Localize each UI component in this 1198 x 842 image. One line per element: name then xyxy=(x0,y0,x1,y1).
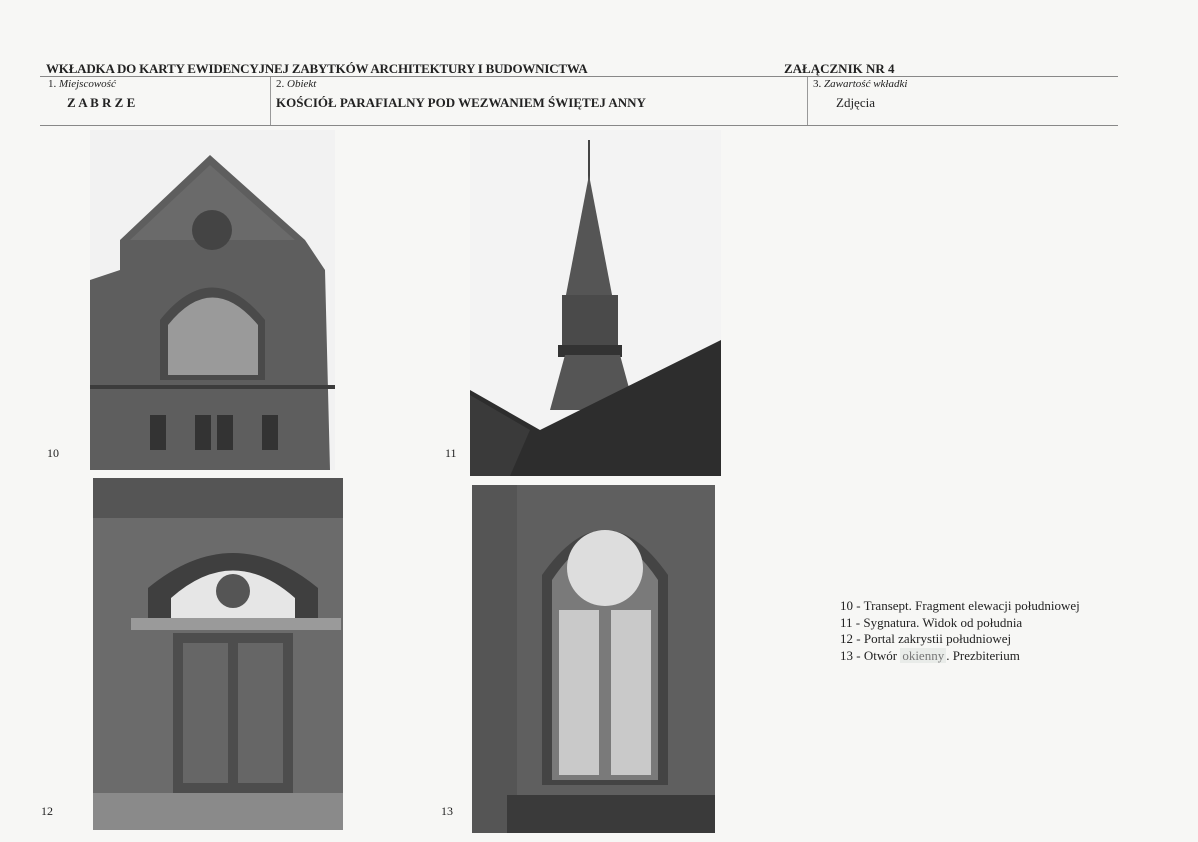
caption-separator: - xyxy=(856,598,861,613)
caption-number: 12 xyxy=(840,631,853,646)
document-title: WKŁADKA DO KARTY EWIDENCYJNEJ ZABYTKÓW ARCHITEKTURY I BUDOWNICTWA xyxy=(46,61,588,76)
caption-separator: - xyxy=(855,614,861,630)
caption-highlighted-word: okienny xyxy=(902,647,945,663)
field-object-label xyxy=(276,78,316,90)
caption-text: Sygnatura. Widok od południa xyxy=(863,614,1023,630)
column-divider xyxy=(807,77,808,125)
photo-transept-gable xyxy=(90,130,335,470)
caption-separator: - xyxy=(856,631,861,646)
photo-number: 10 xyxy=(47,446,59,460)
caption-number: 13 xyxy=(840,647,853,663)
caption-text: Portal zakrystii południowej xyxy=(863,631,1012,646)
photo-number: 13 xyxy=(441,804,453,818)
field-contents-label xyxy=(813,78,907,90)
caption-text: Transept. Fragment elewacji południowej xyxy=(863,598,1080,613)
caption-item xyxy=(840,598,1080,615)
caption-item xyxy=(840,648,1080,665)
column-divider xyxy=(270,77,271,125)
annex-number: ZAŁĄCZNIK NR 4 xyxy=(784,61,895,76)
photo-window-presbytery xyxy=(472,485,715,833)
field-label: Zawartość wkładki xyxy=(824,78,908,90)
header-bottom-divider xyxy=(40,125,1118,126)
field-label: Obiekt xyxy=(287,78,317,90)
field-location-label xyxy=(48,78,116,90)
caption-text: Otwór xyxy=(863,647,898,663)
caption-number: 11 xyxy=(840,614,853,630)
field-location-value: Z A B R Z E xyxy=(67,95,136,110)
caption-separator: - xyxy=(856,647,861,663)
photo-signature-turret xyxy=(470,130,721,476)
field-object-value: KOŚCIÓŁ PARAFIALNY POD WEZWANIEM ŚWIĘTEJ ANNY xyxy=(276,95,646,110)
caption-item xyxy=(840,631,1080,648)
caption-item xyxy=(840,615,1080,632)
field-number: 2. xyxy=(276,78,285,90)
photo-number: 12 xyxy=(41,804,53,818)
photo-captions xyxy=(840,598,1080,664)
field-label: Miejscowość xyxy=(59,78,116,90)
header-divider xyxy=(40,76,1118,77)
field-contents-value: Zdjęcia xyxy=(836,95,875,110)
photo-number: 11 xyxy=(445,446,457,460)
caption-text: . Prezbiterium xyxy=(946,647,1020,663)
field-number: 3. xyxy=(813,78,822,90)
caption-number: 10 xyxy=(840,598,853,613)
photo-sacristy-portal xyxy=(93,478,343,830)
field-number: 1. xyxy=(48,78,57,90)
